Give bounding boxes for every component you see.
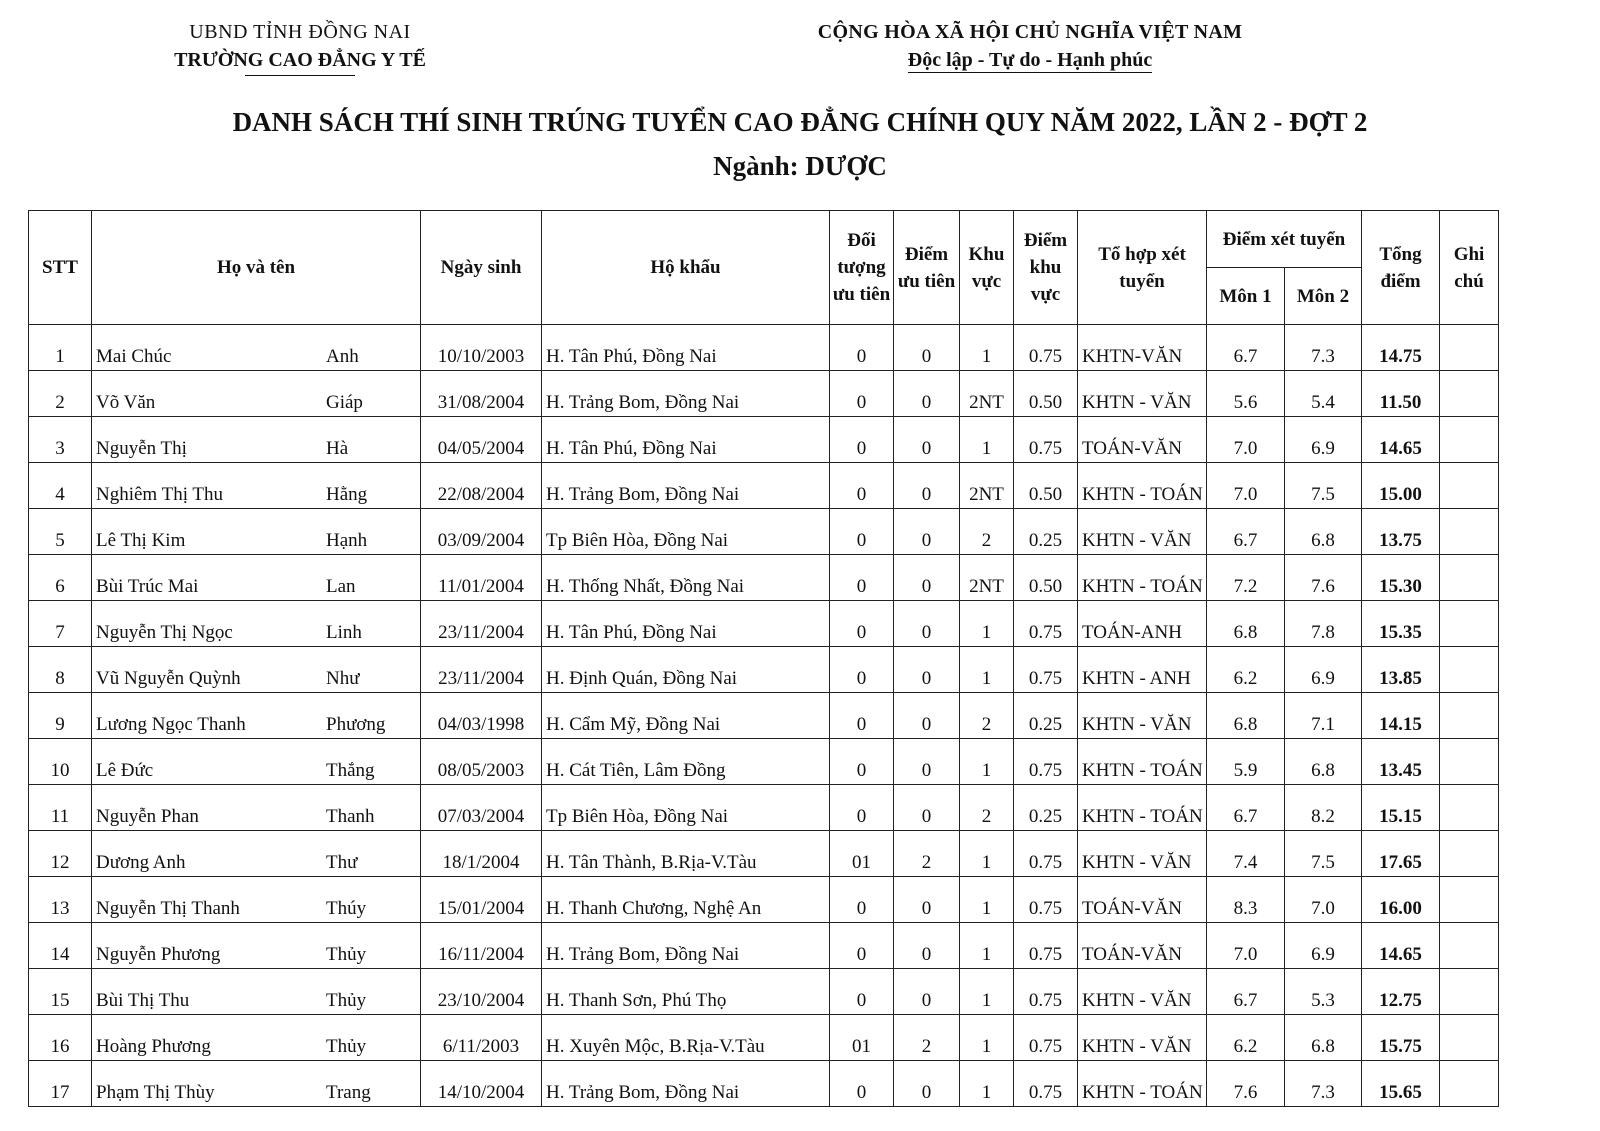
cell-dob: 07/03/2004 [421,785,542,831]
cell-name [92,647,421,693]
cell-subject-combo: KHTN - TOÁN [1078,463,1207,509]
family-name: Bùi Trúc Mai [96,576,199,597]
cell-priority-group: 0 [830,923,894,969]
cell-subject-combo: TOÁN-VĂN [1078,923,1207,969]
cell-name [92,325,421,371]
cell-subject2: 7.8 [1285,601,1362,647]
cell-subject1: 6.7 [1207,325,1285,371]
cell-priority-score: 0 [894,371,960,417]
given-name: Phương [326,714,386,735]
cell-stt: 10 [29,739,92,785]
cell-dob: 10/10/2003 [421,325,542,371]
family-name: Bùi Thị Thu [96,990,190,1011]
cell-stt: 14 [29,923,92,969]
cell-address: Tp Biên Hòa, Đồng Nai [542,785,830,831]
cell-region-score: 0.75 [1014,877,1078,923]
cell-total: 13.45 [1362,739,1440,785]
cell-region-score: 0.25 [1014,509,1078,555]
family-name: Lê Đức [96,760,154,781]
cell-name [92,831,421,877]
cell-subject-combo: KHTN - VĂN [1078,371,1207,417]
cell-total: 15.30 [1362,555,1440,601]
cell-subject2: 6.9 [1285,647,1362,693]
table-row [29,969,1499,1015]
col-note: Ghi chú [1440,211,1499,325]
table-row [29,831,1499,877]
document-subtitle: Ngành: DƯỢC [713,151,887,181]
cell-subject1: 5.6 [1207,371,1285,417]
cell-stt: 4 [29,463,92,509]
given-name: Trang [326,1082,371,1103]
cell-name [92,923,421,969]
col-stt: STT [29,211,92,325]
cell-subject-combo: KHTN - TOÁN [1078,555,1207,601]
cell-subject2: 5.4 [1285,371,1362,417]
col-subject1: Môn 1 [1207,268,1285,325]
cell-note [1440,739,1499,785]
cell-note [1440,785,1499,831]
cell-note [1440,371,1499,417]
cell-dob: 18/1/2004 [421,831,542,877]
table-row [29,325,1499,371]
cell-address: H. Định Quán, Đồng Nai [542,647,830,693]
cell-note [1440,969,1499,1015]
cell-region: 2 [960,785,1014,831]
given-name: Thắng [326,760,375,781]
cell-name [92,555,421,601]
issuer-province: UBND TỈNH ĐỒNG NAI [189,21,411,43]
cell-name [92,693,421,739]
cell-dob: 03/09/2004 [421,509,542,555]
family-name: Mai Chúc [96,346,172,367]
cell-priority-score: 0 [894,325,960,371]
cell-address: H. Trảng Bom, Đồng Nai [542,923,830,969]
family-name: Hoàng Phương [96,1036,211,1057]
cell-stt: 2 [29,371,92,417]
cell-total: 17.65 [1362,831,1440,877]
col-subject2: Môn 2 [1285,268,1362,325]
cell-note [1440,417,1499,463]
cell-address: H. Tân Thành, B.Rịa-V.Tàu [542,831,830,877]
col-subject-combo: Tổ hợp xét tuyển [1078,211,1207,325]
cell-note [1440,509,1499,555]
cell-dob: 04/05/2004 [421,417,542,463]
col-admission-scores: Điểm xét tuyển [1207,211,1362,268]
cell-dob: 16/11/2004 [421,923,542,969]
table-row [29,463,1499,509]
cell-subject1: 7.4 [1207,831,1285,877]
cell-region: 2NT [960,463,1014,509]
table-row [29,1015,1499,1061]
cell-subject2: 7.6 [1285,555,1362,601]
cell-region: 2 [960,693,1014,739]
cell-total: 13.85 [1362,647,1440,693]
family-name: Nguyễn Thị [96,438,187,459]
cell-total: 14.65 [1362,417,1440,463]
given-name: Linh [326,622,362,643]
cell-subject1: 7.2 [1207,555,1285,601]
family-name: Nguyễn Thị Thanh [96,898,240,919]
cell-address: H. Cẩm Mỹ, Đồng Nai [542,693,830,739]
cell-region: 1 [960,1061,1014,1107]
cell-dob: 23/10/2004 [421,969,542,1015]
cell-priority-score: 0 [894,601,960,647]
cell-total: 11.50 [1362,371,1440,417]
cell-subject-combo: KHTN - VĂN [1078,509,1207,555]
given-name: Hằng [326,484,368,505]
cell-name [92,969,421,1015]
table-row [29,601,1499,647]
cell-total: 14.15 [1362,693,1440,739]
cell-subject1: 7.6 [1207,1061,1285,1107]
cell-subject-combo: KHTN - VĂN [1078,1015,1207,1061]
issuer-underline [245,75,355,76]
cell-priority-group: 0 [830,325,894,371]
cell-region: 1 [960,969,1014,1015]
cell-subject2: 6.8 [1285,509,1362,555]
national-header [790,18,1270,74]
cell-address: H. Cát Tiên, Lâm Đồng [542,739,830,785]
cell-region-score: 0.75 [1014,325,1078,371]
cell-priority-score: 2 [894,1015,960,1061]
cell-stt: 5 [29,509,92,555]
cell-name [92,785,421,831]
national-name: CỘNG HÒA XÃ HỘI CHỦ NGHĨA VIỆT NAM [817,21,1243,43]
cell-subject1: 6.2 [1207,647,1285,693]
cell-priority-group: 01 [830,831,894,877]
family-name: Lương Ngọc Thanh [96,714,246,735]
cell-region: 1 [960,647,1014,693]
table-row [29,1061,1499,1107]
cell-note [1440,325,1499,371]
cell-subject2: 7.0 [1285,877,1362,923]
cell-address: H. Trảng Bom, Đồng Nai [542,463,830,509]
cell-address: H. Trảng Bom, Đồng Nai [542,371,830,417]
col-total: Tổng điểm [1362,211,1440,325]
cell-priority-score: 0 [894,785,960,831]
cell-stt: 17 [29,1061,92,1107]
cell-subject2: 7.3 [1285,325,1362,371]
cell-subject-combo: KHTN - VĂN [1078,831,1207,877]
family-name: Dương Anh [96,852,186,873]
cell-note [1440,831,1499,877]
table-row [29,877,1499,923]
document-title: DANH SÁCH THÍ SINH TRÚNG TUYỂN CAO ĐẲNG CHÍNH QUY NĂM 2022, LẦN 2 - ĐỢT 2 [232,107,1368,137]
col-dob: Ngày sinh [421,211,542,325]
family-name: Nguyễn Thị Ngọc [96,622,233,643]
cell-subject-combo: KHTN-VĂN [1078,325,1207,371]
given-name: Thủy [326,990,367,1011]
cell-priority-group: 0 [830,739,894,785]
cell-dob: 22/08/2004 [421,463,542,509]
cell-note [1440,1015,1499,1061]
cell-priority-group: 01 [830,1015,894,1061]
cell-region-score: 0.50 [1014,371,1078,417]
cell-subject1: 6.7 [1207,509,1285,555]
cell-subject2: 8.2 [1285,785,1362,831]
col-region: Khu vực [960,211,1014,325]
cell-region-score: 0.75 [1014,1015,1078,1061]
cell-dob: 04/03/1998 [421,693,542,739]
given-name: Thủy [326,1036,367,1057]
cell-subject1: 5.9 [1207,739,1285,785]
cell-region-score: 0.50 [1014,463,1078,509]
cell-total: 15.65 [1362,1061,1440,1107]
cell-name [92,877,421,923]
cell-region-score: 0.75 [1014,417,1078,463]
cell-stt: 7 [29,601,92,647]
table-row [29,647,1499,693]
given-name: Thanh [326,806,375,827]
family-name: Lê Thị Kim [96,530,186,551]
cell-address: H. Tân Phú, Đồng Nai [542,325,830,371]
family-name: Nguyễn Phan [96,806,199,827]
cell-region-score: 0.75 [1014,739,1078,785]
cell-stt: 15 [29,969,92,1015]
cell-address: H. Trảng Bom, Đồng Nai [542,1061,830,1107]
cell-region: 1 [960,739,1014,785]
cell-dob: 6/11/2003 [421,1015,542,1061]
cell-name [92,1061,421,1107]
cell-name [92,1015,421,1061]
cell-address: H. Tân Phú, Đồng Nai [542,601,830,647]
national-motto-text: Độc lập - Tự do - Hạnh phúc [907,49,1153,71]
cell-region-score: 0.75 [1014,1061,1078,1107]
cell-stt: 6 [29,555,92,601]
cell-priority-group: 0 [830,417,894,463]
cell-priority-score: 0 [894,1061,960,1107]
cell-stt: 11 [29,785,92,831]
cell-note [1440,923,1499,969]
cell-priority-score: 0 [894,463,960,509]
cell-stt: 1 [29,325,92,371]
cell-priority-score: 0 [894,647,960,693]
cell-region: 1 [960,601,1014,647]
cell-priority-group: 0 [830,647,894,693]
cell-region: 1 [960,325,1014,371]
cell-total: 15.00 [1362,463,1440,509]
cell-subject-combo: TOÁN-VĂN [1078,877,1207,923]
cell-priority-group: 0 [830,877,894,923]
cell-region-score: 0.75 [1014,601,1078,647]
cell-stt: 16 [29,1015,92,1061]
cell-note [1440,463,1499,509]
cell-stt: 3 [29,417,92,463]
family-name: Nguyễn Phương [96,944,221,965]
cell-total: 12.75 [1362,969,1440,1015]
cell-name [92,417,421,463]
cell-note [1440,693,1499,739]
cell-subject2: 6.8 [1285,739,1362,785]
cell-priority-group: 0 [830,601,894,647]
family-name: Vũ Nguyễn Quỳnh [96,668,241,689]
given-name: Thủy [326,944,367,965]
cell-region-score: 0.25 [1014,693,1078,739]
cell-name [92,509,421,555]
cell-dob: 31/08/2004 [421,371,542,417]
family-name: Võ Văn [96,392,156,413]
cell-subject-combo: KHTN - TOÁN [1078,1061,1207,1107]
cell-priority-score: 0 [894,923,960,969]
cell-subject1: 7.0 [1207,463,1285,509]
cell-subject2: 6.9 [1285,417,1362,463]
cell-subject2: 7.5 [1285,831,1362,877]
cell-subject2: 7.1 [1285,693,1362,739]
cell-priority-score: 0 [894,693,960,739]
table-row [29,739,1499,785]
cell-address: H. Thống Nhất, Đồng Nai [542,555,830,601]
cell-region-score: 0.50 [1014,555,1078,601]
cell-priority-score: 0 [894,417,960,463]
cell-name [92,739,421,785]
col-address: Hộ khẩu [542,211,830,325]
cell-priority-score: 0 [894,739,960,785]
cell-subject-combo: KHTN - ANH [1078,647,1207,693]
cell-subject-combo: TOÁN-ANH [1078,601,1207,647]
cell-region: 1 [960,417,1014,463]
family-name: Phạm Thị Thùy [96,1082,215,1103]
cell-priority-group: 0 [830,785,894,831]
cell-dob: 08/05/2003 [421,739,542,785]
cell-region-score: 0.75 [1014,923,1078,969]
cell-priority-score: 0 [894,877,960,923]
cell-region: 2NT [960,555,1014,601]
given-name: Giáp [326,392,363,413]
table-row [29,923,1499,969]
table-row [29,555,1499,601]
cell-subject1: 6.2 [1207,1015,1285,1061]
cell-stt: 13 [29,877,92,923]
table-row [29,509,1499,555]
cell-address: H. Thanh Chương, Nghệ An [542,877,830,923]
cell-region: 2NT [960,371,1014,417]
cell-region: 1 [960,831,1014,877]
cell-subject2: 7.3 [1285,1061,1362,1107]
cell-stt: 9 [29,693,92,739]
cell-subject1: 8.3 [1207,877,1285,923]
cell-stt: 8 [29,647,92,693]
cell-dob: 15/01/2004 [421,877,542,923]
col-priority-group: Đối tượng ưu tiên [830,211,894,325]
table-row [29,371,1499,417]
national-motto [790,46,1270,74]
cell-subject2: 6.9 [1285,923,1362,969]
given-name: Thúy [326,898,367,919]
cell-priority-group: 0 [830,555,894,601]
given-name: Hạnh [326,530,368,551]
cell-note [1440,601,1499,647]
given-name: Thư [326,852,358,873]
cell-subject2: 6.8 [1285,1015,1362,1061]
cell-address: H. Tân Phú, Đồng Nai [542,417,830,463]
given-name: Hà [326,438,349,459]
cell-subject1: 7.0 [1207,923,1285,969]
cell-priority-group: 0 [830,1061,894,1107]
cell-region: 2 [960,509,1014,555]
given-name: Lan [326,576,356,597]
cell-note [1440,647,1499,693]
cell-subject2: 5.3 [1285,969,1362,1015]
cell-region-score: 0.25 [1014,785,1078,831]
cell-note [1440,877,1499,923]
cell-subject1: 6.7 [1207,969,1285,1015]
cell-subject-combo: KHTN - VĂN [1078,693,1207,739]
cell-region: 1 [960,923,1014,969]
cell-subject-combo: TOÁN-VĂN [1078,417,1207,463]
cell-region-score: 0.75 [1014,647,1078,693]
cell-priority-group: 0 [830,509,894,555]
cell-total: 15.15 [1362,785,1440,831]
cell-total: 16.00 [1362,877,1440,923]
cell-region-score: 0.75 [1014,969,1078,1015]
cell-subject2: 7.5 [1285,463,1362,509]
cell-total: 14.75 [1362,325,1440,371]
cell-region: 1 [960,1015,1014,1061]
cell-priority-group: 0 [830,371,894,417]
cell-note [1440,1061,1499,1107]
admission-table [28,210,1499,1107]
cell-priority-group: 0 [830,969,894,1015]
cell-name [92,371,421,417]
cell-address: H. Xuyên Mộc, B.Rịa-V.Tàu [542,1015,830,1061]
cell-note [1440,555,1499,601]
issuer-header [140,18,460,76]
issuer-school: TRƯỜNG CAO ĐẲNG Y TẾ [174,49,426,71]
cell-region-score: 0.75 [1014,831,1078,877]
col-name: Họ và tên [92,211,421,325]
cell-priority-score: 0 [894,969,960,1015]
cell-dob: 11/01/2004 [421,555,542,601]
cell-dob: 14/10/2004 [421,1061,542,1107]
cell-priority-score: 0 [894,555,960,601]
cell-subject1: 6.8 [1207,601,1285,647]
table-row [29,417,1499,463]
cell-priority-score: 2 [894,831,960,877]
cell-region: 1 [960,877,1014,923]
given-name: Như [326,668,360,689]
cell-address: Tp Biên Hòa, Đồng Nai [542,509,830,555]
table-row [29,693,1499,739]
cell-subject-combo: KHTN - TOÁN [1078,739,1207,785]
col-region-score: Điểm khu vực [1014,211,1078,325]
cell-priority-score: 0 [894,509,960,555]
family-name: Nghiêm Thị Thu [96,484,224,505]
cell-total: 15.35 [1362,601,1440,647]
col-priority-score: Điểm ưu tiên [894,211,960,325]
cell-total: 14.65 [1362,923,1440,969]
cell-subject-combo: KHTN - TOÁN [1078,785,1207,831]
table-body [29,325,1499,1107]
cell-dob: 23/11/2004 [421,601,542,647]
cell-dob: 23/11/2004 [421,647,542,693]
cell-total: 13.75 [1362,509,1440,555]
table-row [29,785,1499,831]
cell-address: H. Thanh Sơn, Phú Thọ [542,969,830,1015]
cell-name [92,601,421,647]
cell-subject1: 6.8 [1207,693,1285,739]
cell-total: 15.75 [1362,1015,1440,1061]
given-name: Anh [326,346,359,367]
cell-subject1: 7.0 [1207,417,1285,463]
cell-subject-combo: KHTN - VĂN [1078,969,1207,1015]
cell-stt: 12 [29,831,92,877]
cell-subject1: 6.7 [1207,785,1285,831]
cell-priority-group: 0 [830,693,894,739]
cell-priority-group: 0 [830,463,894,509]
cell-name [92,463,421,509]
